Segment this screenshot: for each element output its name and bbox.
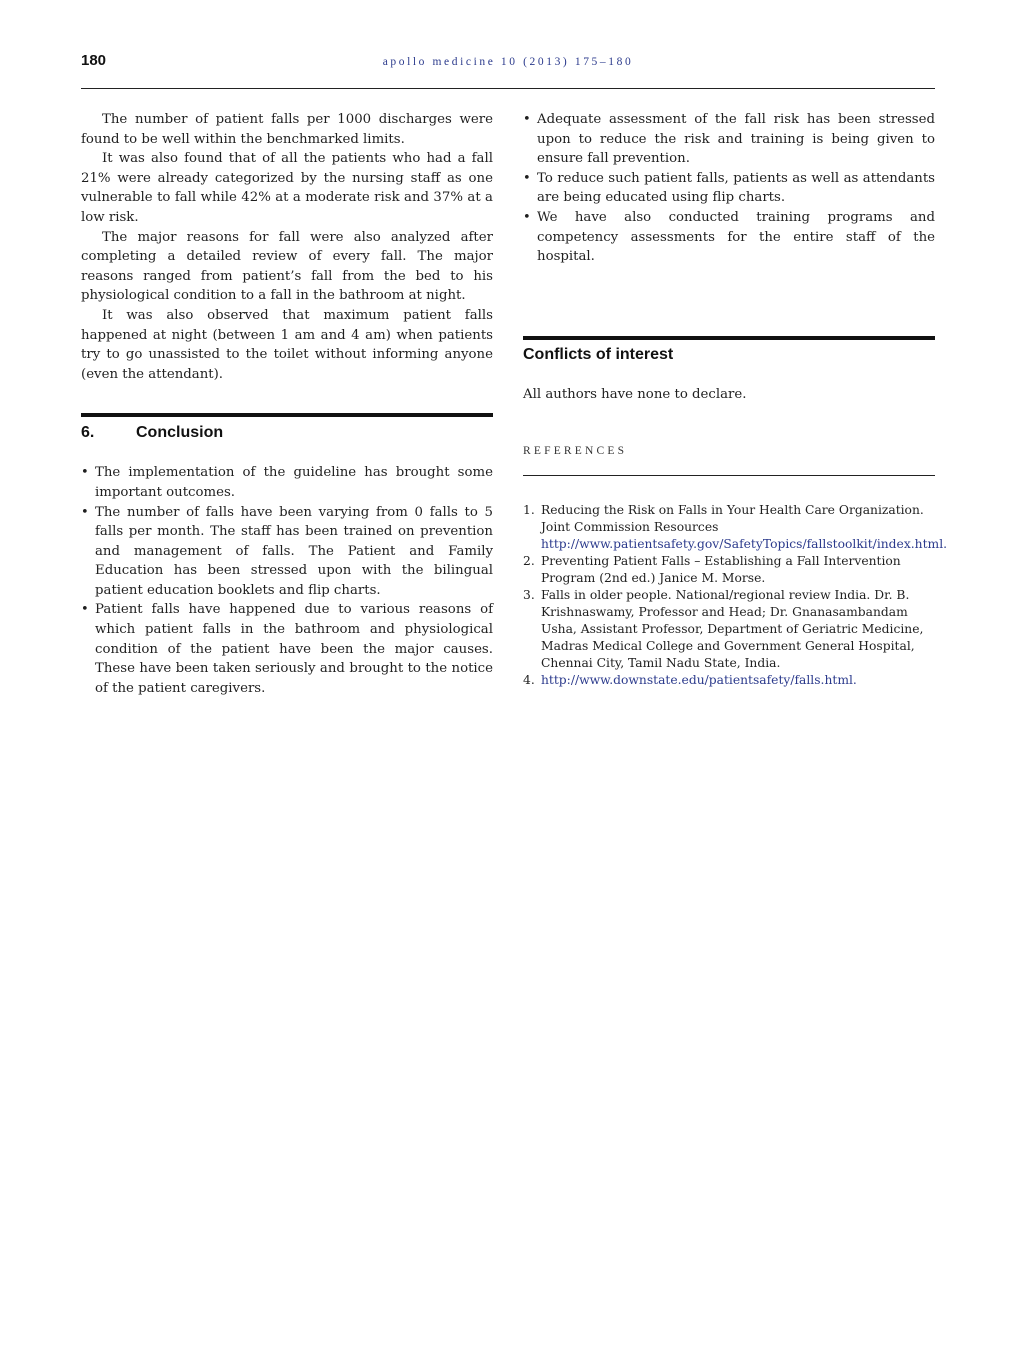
paragraph: It was also observed that maximum patient falls happened at night (between 1 am and 4 am) when patients try to go unassisted to the toilet without informing anyone (even the attendant). xyxy=(81,307,493,382)
reference-number: 4. xyxy=(523,673,535,688)
list-item: • The number of falls have been varying from 0 falls to 5 falls per month. The staff has been trained on prevention and management of falls. The Patient and Family Education has been stressed upon with the bilingual patient education booklets and flip charts. xyxy=(81,503,493,601)
reference-number: 3. xyxy=(523,588,535,603)
reference-item xyxy=(523,553,935,587)
reference-item xyxy=(523,502,948,553)
conclusion-list xyxy=(81,463,493,698)
reference-item xyxy=(523,672,935,689)
conflicts-text: All authors have none to declare. xyxy=(523,386,747,402)
list-item: • The implementation of the guideline has brought some important outcomes. xyxy=(81,463,493,502)
reference-text: Reducing the Risk on Falls in Your Health Care Organization. Joint Commission Resources xyxy=(541,503,924,535)
section-number: 6. xyxy=(81,424,95,442)
reference-number: 2. xyxy=(523,554,535,569)
paragraph: The major reasons for fall were also analyzed after completing a detailed review of every fall. The major reasons ranged from patient’s fall from the bed to his physiological condition to a fall in the bathroom at night. xyxy=(81,229,493,304)
reference-item xyxy=(523,587,935,672)
reference-text: Preventing Patient Falls – Establishing a Fall Intervention Program (2nd ed.) Janice M. Morse. xyxy=(541,554,901,586)
references-heading: REFERENCES xyxy=(523,445,628,458)
conflicts-heading: Conflicts of interest xyxy=(523,345,674,363)
right-column xyxy=(523,110,948,689)
list-item: • We have also conducted training programs and competency assessments for the entire staff of the hospital. xyxy=(523,208,935,267)
list-item: • Adequate assessment of the fall risk has been stressed upon to reduce the risk and training is being given to ensure fall prevention. xyxy=(523,110,935,169)
reference-link[interactable]: http://www.downstate.edu/patientsafety/falls.html. xyxy=(541,673,857,688)
reference-number: 1. xyxy=(523,503,535,518)
conclusion-list-continued xyxy=(523,110,935,267)
reference-text: Falls in older people. National/regional review India. Dr. B. Krishnaswamy, Professor and Head; Dr. Gnanasambandam Usha, Assistant Professor, Department of Geriatric Medicine, Madras Medical College and Government General Hospital, Chennai City, Tamil Nadu State, India. xyxy=(541,588,924,671)
reference-link[interactable]: http://www.patientsafety.gov/SafetyTopics/fallstoolkit/index.html. xyxy=(541,537,948,552)
page-number: 180 xyxy=(81,52,107,69)
left-column xyxy=(81,110,493,698)
running-header xyxy=(81,52,935,89)
reference-list xyxy=(523,502,948,689)
paragraph: It was also found that of all the patients who had a fall 21% were already categorized by the nursing staff as one vulnerable to fall while 42% at a moderate risk and 37% at a low risk. xyxy=(81,151,493,225)
list-item: • To reduce such patient falls, patients as well as attendants are being educated using flip charts. xyxy=(523,169,935,208)
paragraph: The number of patient falls per 1000 discharges were found to be well within the benchmarked limits. xyxy=(81,112,493,147)
conclusion-heading xyxy=(81,423,493,443)
section-title: Conclusion xyxy=(136,424,224,442)
journal-citation: apollo medicine 10 (2013) 175–180 xyxy=(382,56,634,68)
list-item: • Patient falls have happened due to various reasons of which patient falls in the bathroom and physiological condition of the patient have been the major causes. These have been taken seriously and brought to the notice of the patient caregivers. xyxy=(81,600,493,698)
